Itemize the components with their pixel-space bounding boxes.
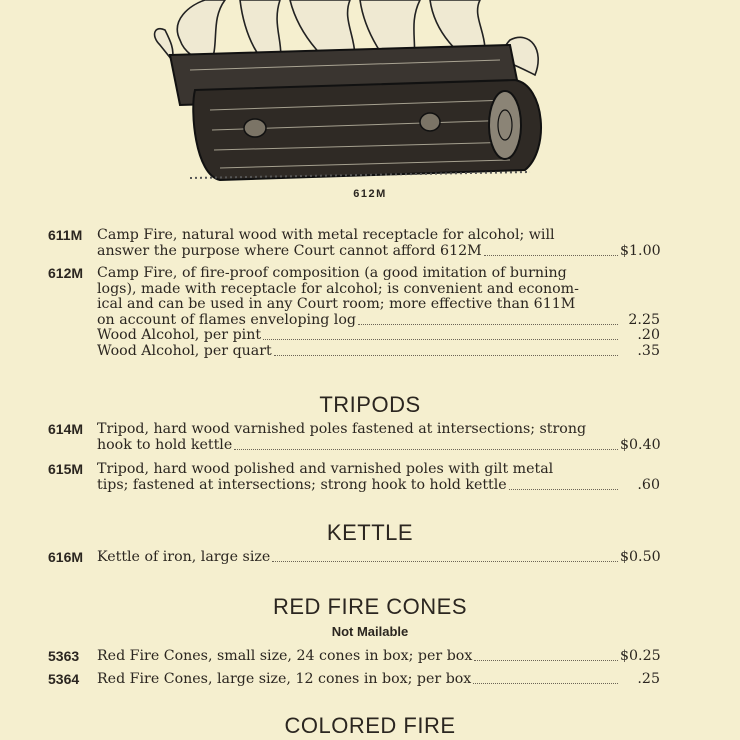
item-price: $0.40 <box>620 436 661 453</box>
item-code: 5364 <box>48 671 80 687</box>
camp-fire-illustration <box>150 0 550 190</box>
catalog-entry-614m <box>48 422 660 453</box>
entry-line: Wood Alcohol, per pint .20 <box>97 327 660 343</box>
section-heading-kettle: KETTLE <box>326 520 414 545</box>
entry-line: Red Fire Cones, small size, 24 cones in box; per box $0.25 <box>97 648 661 664</box>
item-price: .60 <box>637 476 660 493</box>
entry-line: on account of flames enveloping log 2.25 <box>97 311 660 328</box>
section-heading-tripods: TRIPODS <box>319 392 421 417</box>
catalog-entry-612m <box>48 266 660 359</box>
section-heading-red-fire-cones: RED FIRE CONES <box>272 594 468 619</box>
item-price: .25 <box>637 671 660 687</box>
catalog-entry-5363 <box>48 649 660 665</box>
section-heading-colored-fire: COLORED FIRE <box>284 713 456 738</box>
item-price: $0.50 <box>620 549 661 565</box>
item-code: 611M <box>48 227 83 243</box>
catalog-entry-611m <box>48 228 660 259</box>
entry-line: Kettle of iron, large size $0.50 <box>97 549 661 565</box>
item-code: 615M <box>48 461 84 477</box>
item-price: .35 <box>637 342 660 359</box>
item-code: 612M <box>48 265 84 281</box>
item-code: 614M <box>48 421 84 437</box>
item-price: .20 <box>637 327 660 343</box>
item-price: $0.25 <box>620 648 661 664</box>
entry-line: Camp Fire, of fire-proof composition (a good imitation of burning <box>97 265 567 281</box>
entry-line: Wood Alcohol, per quart .35 <box>97 342 660 359</box>
entry-line: Tripod, hard wood varnished poles fastened at intersections; strong <box>97 421 587 437</box>
entry-line: hook to hold kettle $0.40 <box>97 436 661 453</box>
entry-line: Camp Fire, natural wood with metal receptacle for alcohol; will <box>97 227 555 243</box>
section-subheading-not-mailable: Not Mailable <box>331 624 409 639</box>
entry-line: tips; fastened at intersections; strong hook to hold kettle .60 <box>97 476 660 493</box>
catalog-entry-615m <box>48 462 660 493</box>
entry-line: answer the purpose where Court cannot afford 612M $1.00 <box>97 242 661 259</box>
catalog-entry-5364 <box>48 672 660 688</box>
entry-line: logs), made with receptacle for alcohol; is convenient and econom- <box>97 280 579 297</box>
entry-line: ical and can be used in any Court room; more effective than 611M <box>97 296 576 312</box>
catalog-entry-616m <box>48 550 660 566</box>
entry-line: Red Fire Cones, large size, 12 cones in box; per box .25 <box>97 671 660 687</box>
item-price: 2.25 <box>628 311 660 328</box>
figure-caption: 612M <box>353 188 387 200</box>
item-price: $1.00 <box>620 242 661 259</box>
item-code: 616M <box>48 549 84 565</box>
entry-line: Tripod, hard wood polished and varnished poles with gilt metal <box>97 461 554 477</box>
item-code: 5363 <box>48 648 80 664</box>
